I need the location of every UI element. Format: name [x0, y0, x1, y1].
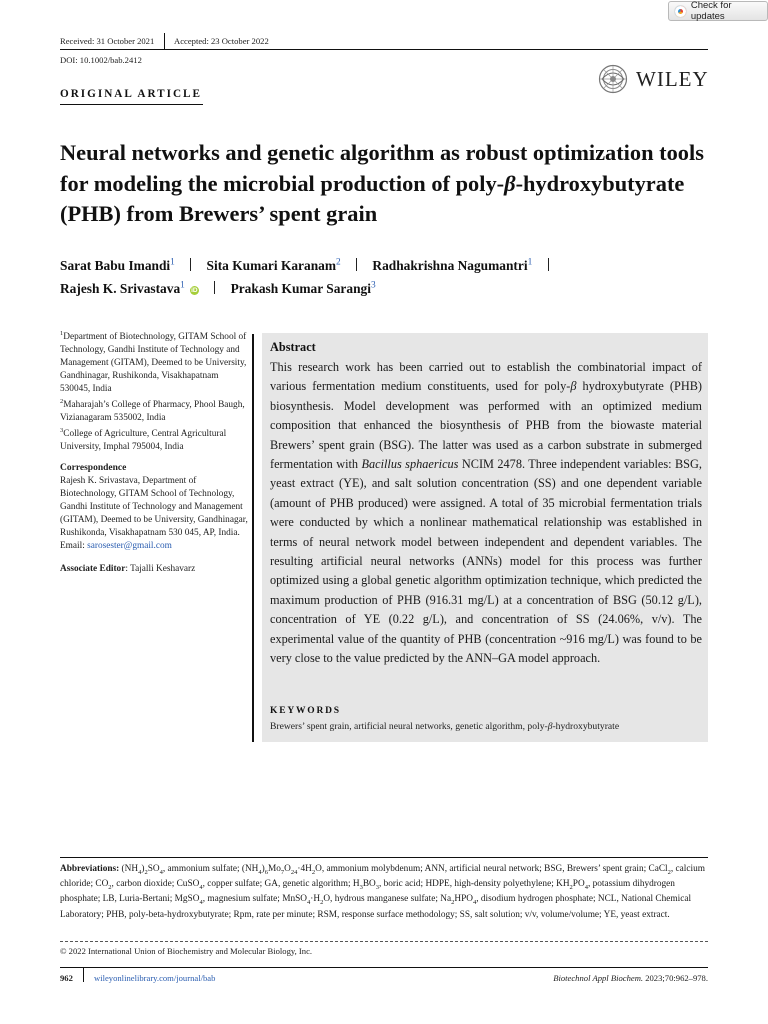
affiliation-number: 3 [60, 426, 64, 434]
abstract-heading: Abstract [270, 340, 316, 354]
text-segment: 2 [108, 884, 112, 892]
check-for-updates-button[interactable] [668, 1, 768, 21]
text-segment: 3 [375, 884, 379, 892]
text-segment: 4 [138, 868, 142, 876]
text-segment: (NH [119, 864, 139, 874]
text-segment: , potassium dihydrogen phosphate; LB, Luria-Bertani; MgSO [60, 879, 675, 905]
affiliation-number: 2 [60, 397, 64, 405]
abbreviations-rule [60, 857, 708, 858]
citation [553, 973, 708, 983]
text-segment: ·H [310, 894, 321, 905]
affiliations-column [60, 331, 250, 576]
footer-separator [83, 968, 84, 982]
keywords-beta-symbol: β [547, 721, 553, 732]
abbreviations-label: Abbreviations: [60, 864, 120, 874]
affiliation-text: Department of Biotechnology, GITAM School of Technology, Gandhi Institute of Technology and Management (GITAM), Deemed to be University, Gandhinagar, Rushikonda, Visakhapatnam 530045, India [60, 332, 247, 394]
author-name[interactable]: Prakash Kumar Sarangi [230, 281, 371, 296]
email-link[interactable]: sarosester@gmail.com [87, 541, 172, 551]
text-segment: , boric acid; HDPE, high-density polyethylene; KH [378, 879, 570, 890]
text-segment: Mo [268, 864, 281, 874]
orcid-icon[interactable]: iD [191, 287, 198, 294]
crossmark-icon [674, 5, 687, 18]
text-segment: , disodium hydrogen phosphate; NCL, National Chemical Laboratory; PHB, poly-beta-hydroxybutyrate; Rpm, rate per minute; RSM, response surface methodology; SS, salt solution; v/v, volume/volume; YE, yeast extract. [60, 894, 692, 920]
authors-line-1 [60, 258, 710, 274]
author-affiliation-mark: 2 [336, 257, 341, 268]
correspondence-heading: Correspondence [60, 463, 127, 473]
keywords-text [270, 721, 710, 732]
journal-url-link[interactable]: wileyonlinelibrary.com/journal/bab [94, 973, 216, 983]
text-segment: 4 [159, 868, 163, 876]
author-name[interactable]: Rajesh K. Srivastava [60, 281, 181, 296]
text-segment: O, ammonium molybdenum; ANN, artificial neural network; BSG, Brewers’ spent grain; CaCl [315, 864, 668, 874]
affiliation-number: 1 [60, 329, 64, 337]
correspondence-email-line [60, 540, 250, 553]
text-segment: 2 [569, 884, 573, 892]
text-segment: SO [147, 864, 160, 874]
copyright: © 2022 International Union of Biochemistry and Molecular Biology, Inc. [60, 946, 313, 956]
text-segment: 4 [199, 899, 203, 907]
check-for-updates-label: Check for updates [690, 0, 732, 22]
text-segment: 3 [359, 884, 363, 892]
associate-editor [60, 563, 250, 576]
copyright-rule [60, 941, 708, 942]
author-affiliation-mark: 1 [527, 257, 533, 268]
author-affiliation-mark: 3 [370, 280, 376, 291]
text-segment: , ammonium sulfate; (NH [162, 864, 259, 874]
text-segment: 2 [144, 868, 148, 876]
author-separator [548, 258, 549, 271]
title-text-end: -hydroxybutyrate (PHB) from Brewers’ spent grain [60, 170, 685, 226]
text-segment: BO [362, 879, 376, 890]
text-segment: ) [141, 864, 145, 874]
abstract-segment: This research work has been carried out to establish the combinatorial impact of various fermentation medium constituents, used for poly- [270, 360, 702, 394]
abstract-organism: Bacillus sphaericus [361, 457, 459, 472]
article-type-underline [60, 104, 203, 105]
text-segment: 6 [264, 868, 268, 876]
text-segment: 4 [307, 899, 311, 907]
text-segment: 4 [258, 868, 262, 876]
authors-line-2 [60, 281, 710, 297]
wiley-logo [596, 64, 709, 94]
citation-text: 2023;70:962–978. [643, 973, 708, 983]
keywords-heading: KEYWORDS [270, 706, 341, 716]
text-segment: 4 [199, 884, 203, 892]
affiliation-text: Maharajah’s College of Pharmacy, Phool Baugh, Vizianagaram 535002, India [60, 400, 245, 423]
text-segment: , copper sulfate; GA, genetic algorithm; H [202, 879, 360, 890]
associate-editor-label: Associate Editor [60, 564, 126, 574]
page-number: 962 [60, 973, 73, 983]
email-label: Email: [60, 541, 88, 551]
text-segment: HPO [454, 894, 473, 905]
text-segment: 2 [311, 868, 316, 876]
affiliation [60, 331, 250, 396]
text-segment: ) [261, 864, 265, 874]
header-separator [164, 33, 165, 49]
journal-abbrev: Biotechnol Appl Biochem. [553, 973, 644, 983]
accepted-date: Accepted: 23 October 2022 [174, 36, 269, 46]
abstract-segment: hydroxybutyrate (PHB) biosynthesis. Model development was performed with an optimized medium composition that enhanced the biosynthesis of PHB from the biowaste material Brewers’ spent grain (BSG). The latter was used as a carbon substrate in submerged fermentation with [270, 379, 702, 472]
text-segment: , carbon dioxide; CuSO [111, 879, 200, 890]
correspondence-text: Rajesh K. Srivastava, Department of Biotechnology, GITAM School of Technology, Gandhi Institute of Technology and Management (GITAM), Deemed to be University, Gandhinagar, Rushikonda, Visakhapatnam 530 045, AP, India. [60, 476, 248, 538]
wiley-emblem-icon [596, 64, 630, 94]
text-segment: PO [572, 879, 585, 890]
abstract-text [270, 358, 702, 669]
text-segment: 24 [290, 868, 298, 876]
associate-editor-name: : Tajalli Keshavarz [125, 564, 196, 574]
text-segment: 2 [320, 899, 324, 907]
author-name[interactable]: Sarat Babu Imandi [60, 258, 171, 273]
keywords-segment: Brewers’ spent grain, artificial neural networks, genetic algorithm, poly- [270, 721, 548, 732]
author-separator [190, 258, 191, 271]
text-segment: 2 [667, 868, 671, 876]
journal-url-wrap [94, 973, 215, 983]
text-segment: 4 [584, 884, 588, 892]
text-segment: 2 [451, 899, 455, 907]
publisher-name: WILEY [636, 66, 709, 91]
abstract-segment: NCIM 2478. Three independent variables: BSG, yeast extract (YE), and salt solution concentration (SS) and one dependent variable (amount of PHB produced) were assigned. A total of 35 microbial fermentation trials were conducted by which a nonlinear mathematical relationship was established in terms of neural network model between independent and dependent variables. The resulting artificial neural networks (ANNs) model for this process was further optimized using a global genetic algorithm optimization technique, which predicted the maximum production of PHB (916.31 mg/L) at a concentration of BSG (50.12 g/L), concentration of YE (0.22 g/L), and concentration of SS (24.06%, v/v). The experimental value of the quantity of PHB (concentration ~916 mg/L) was found to be very close to the value predicted by the ANN–GA model approach. [270, 457, 702, 666]
text-segment: 4 [472, 899, 477, 907]
author-affiliation-mark: 1 [180, 280, 185, 291]
author-separator [356, 258, 357, 271]
author-affiliation-mark: 1 [170, 257, 175, 268]
affiliation-text: College of Agriculture, Central Agricultural University, Imphal 795004, India [60, 429, 227, 452]
header-rule [60, 49, 708, 50]
text-segment: O [284, 864, 291, 874]
title-text: Neural networks and genetic algorithm as robust optimization tools for modeling the microbial production of poly- [60, 140, 704, 196]
column-divider [252, 334, 254, 742]
author-name[interactable]: Sita Kumari Karanam [206, 258, 336, 273]
text-segment: , magnesium sulfate; MnSO [202, 894, 308, 905]
article-type: ORIGINAL ARTICLE [60, 88, 202, 100]
author-separator [214, 281, 215, 294]
text-segment: 7 [280, 868, 285, 876]
abbreviations [60, 862, 708, 923]
text-segment: , calcium chloride; CO [60, 864, 705, 890]
abstract-beta-symbol: β [570, 379, 577, 394]
footer-rule [60, 967, 708, 968]
text-segment: O, hydrous manganese sulfate; Na [323, 894, 452, 905]
doi: DOI: 10.1002/bab.2412 [60, 55, 142, 65]
article-title [60, 138, 720, 230]
keywords-segment: -hydroxybutyrate [552, 721, 620, 732]
author-name[interactable]: Radhakrishna Nagumantri [372, 258, 528, 273]
text-segment: ·4H [297, 864, 312, 874]
title-beta-symbol: β [504, 170, 516, 196]
received-date: Received: 31 October 2021 [60, 36, 155, 46]
affiliation [60, 428, 250, 454]
affiliation [60, 399, 250, 425]
